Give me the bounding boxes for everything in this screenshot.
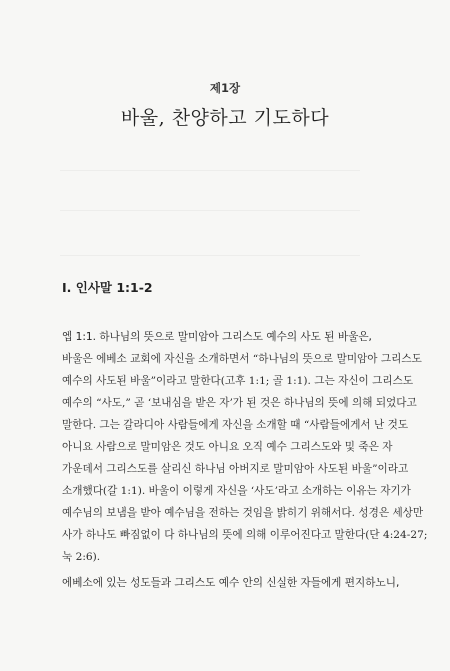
paragraph-line: 예수의 사도된 바울”이라고 말한다(고후 1:1; 골 1:1). 그는 자신이 그리스도	[62, 375, 414, 387]
show-through-line	[60, 210, 360, 211]
paragraph-line: 예수의 “사도,” 곧 ‘보내심을 받은 자’가 된 것은 하나님의 뜻에 의해 되었다고	[62, 397, 417, 409]
chapter-label: 제1장	[209, 81, 241, 95]
paragraph-line: 사가 하나도 빠짐없이 다 하나님의 뜻에 의해 이루어진다고 말한다(단 4:24-27;	[62, 529, 428, 541]
show-through-line	[60, 170, 360, 171]
verse-line: 에베소에 있는 성도들과 그리스도 예수 안의 신실한 자들에게 편지하노니,	[62, 577, 400, 589]
body-text	[62, 326, 428, 594]
paragraph-line: 소개했다(갈 1:1). 바울이 이렇게 자신을 ‘사도’라고 소개하는 이유는 자기가	[62, 485, 411, 497]
paragraph-line: 말한다. 그는 갈라디아 사람들에게 자신을 소개할 때 “사람들에게서 난 것도	[62, 419, 409, 431]
paragraph-line: 아니요 사람으로 말미암은 것도 아니요 오직 예수 그리스도와 및 죽은 자	[62, 441, 393, 453]
show-through-line	[60, 255, 360, 256]
chapter-title: 바울, 찬양하고 기도하다	[120, 107, 330, 129]
paragraph-line: 눅 2:6).	[62, 551, 101, 563]
paragraph-line: 가운데서 그리스도를 살리신 하나님 아버지로 말미암아 사도된 바울”이라고	[62, 463, 409, 475]
verse-line: 엡 1:1. 하나님의 뜻으로 말미암아 그리스도 예수의 사도 된 바울은,	[62, 331, 372, 343]
paragraph-line: 바울은 에베소 교회에 자신을 소개하면서 “하나님의 뜻으로 말미암아 그리스도	[62, 353, 422, 365]
section-heading: I. 인사말 1:1-2	[62, 280, 153, 295]
paragraph-line: 예수님의 보냄을 받아 예수님을 전하는 것임을 밝히기 위해서다. 성경은 세상만	[62, 507, 424, 519]
